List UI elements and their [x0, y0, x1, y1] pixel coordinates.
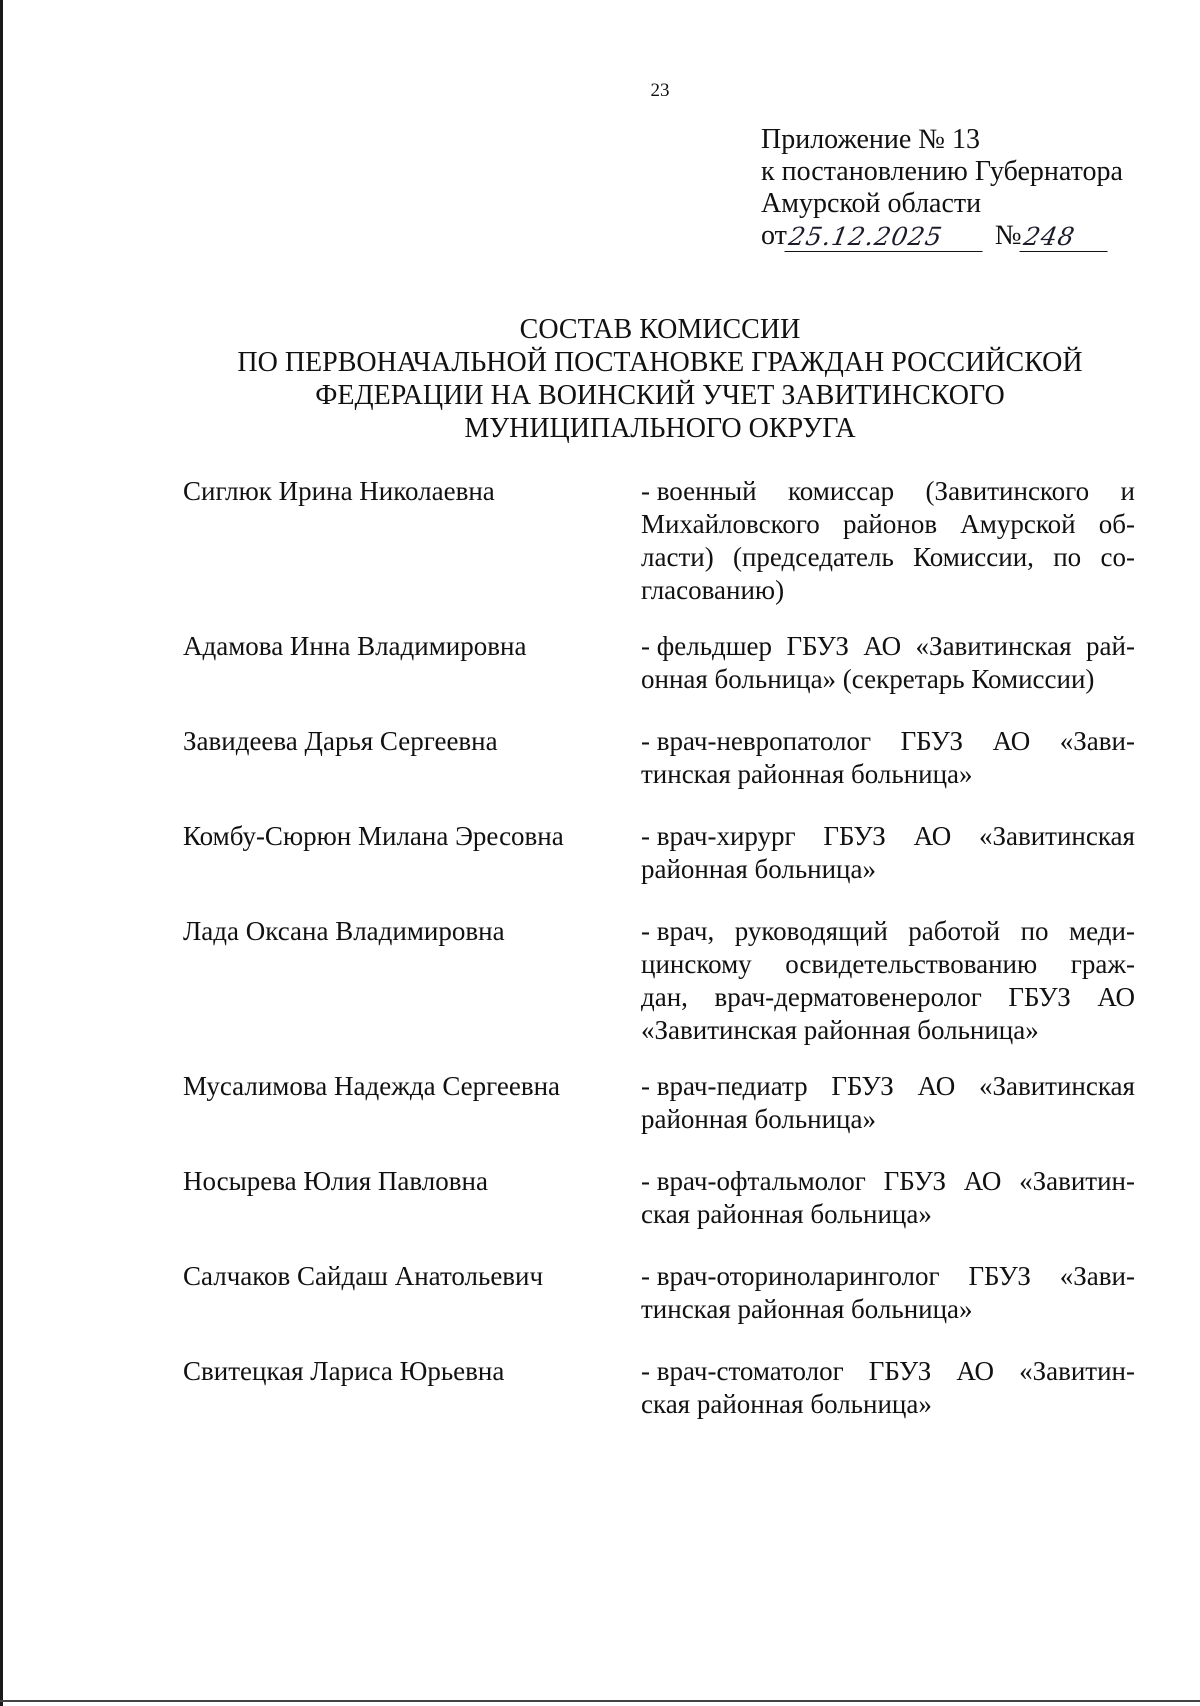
role-word: ГБУЗ: [868, 1356, 932, 1386]
member-name: Мусалимова Надежда Сергеевна: [183, 1071, 561, 1101]
appendix-date-line: [761, 220, 1123, 252]
member-role: [641, 475, 1135, 607]
role-word: - врач-невропатолог: [641, 726, 872, 756]
role-text: тинская районная больница»: [641, 1294, 973, 1324]
member-name: Адамова Инна Владимировна: [183, 631, 527, 661]
member-name: Носырева Юлия Павловна: [183, 1166, 488, 1196]
number-prefix: №: [994, 220, 1022, 251]
title-line-1: СОСТАВ КОМИССИИ: [519, 314, 801, 345]
member-role-line: [641, 541, 1135, 574]
role-word: «Завитин-: [1019, 1356, 1135, 1386]
role-word: ГБУЗ: [786, 631, 849, 661]
member-role: [641, 1070, 1135, 1136]
handwritten-number: 248: [1019, 223, 1112, 252]
role-word: - врач-стоматолог: [641, 1356, 844, 1386]
role-word: работой: [908, 916, 1001, 946]
role-text: районная больница»: [641, 854, 876, 884]
member-role-line: [641, 1165, 1135, 1198]
member-role-line: [641, 981, 1135, 1014]
member-role: [641, 630, 1135, 696]
member-role-line: [641, 1260, 1135, 1293]
appendix-block: [761, 124, 1123, 252]
role-word: ГБУЗ: [823, 821, 886, 851]
role-word: ласти): [641, 542, 714, 572]
member-role-line: [641, 1355, 1135, 1388]
role-word: «Завитинская: [978, 1071, 1135, 1101]
member-role-line: [641, 725, 1135, 758]
member-role: [641, 915, 1135, 1047]
member-role-line: [641, 574, 1135, 607]
appendix-line-1: Приложение № 13: [761, 124, 980, 155]
member-role: [641, 820, 1135, 886]
scan-edge-left: [0, 0, 3, 1706]
date-prefix: от: [761, 220, 787, 251]
member-role: [641, 1165, 1135, 1231]
role-word: районов: [842, 509, 938, 539]
role-word: ГБУЗ: [900, 726, 964, 756]
role-word: руководящий: [734, 916, 888, 946]
member-role-line: [641, 948, 1135, 981]
role-word: рай-: [1086, 631, 1135, 661]
member-role-line: [641, 1103, 1135, 1136]
role-word: - фельдшер: [641, 631, 773, 661]
role-word: Комиссии,: [913, 542, 1034, 572]
role-word: ГБУЗ: [883, 1166, 947, 1196]
role-word: Михайловского: [641, 509, 820, 539]
member-role-line: [641, 1198, 1135, 1231]
member-role: [641, 1260, 1135, 1326]
role-word: АО: [913, 821, 952, 851]
member-role-line: [641, 1388, 1135, 1421]
role-word: и: [1120, 476, 1135, 506]
page-number: 23: [650, 80, 670, 101]
role-word: по: [1053, 542, 1082, 572]
member-role-line: [641, 1070, 1135, 1103]
role-word: - врач-оториноларинголог: [641, 1261, 940, 1291]
role-word: - врач-педиатр: [641, 1071, 808, 1101]
member-role-line: [641, 508, 1135, 541]
role-word: по: [1020, 916, 1049, 946]
role-word: врач-дерматовенеролог: [714, 982, 982, 1012]
role-word: освидетельствованию: [785, 949, 1038, 979]
role-word: «Завитинская: [915, 631, 1072, 661]
member-name: Лада Оксана Владимировна: [183, 916, 505, 946]
role-word: об-: [1098, 509, 1135, 539]
role-word: «Зави-: [1059, 1261, 1135, 1291]
role-word: АО: [863, 631, 902, 661]
role-word: граж-: [1070, 949, 1135, 979]
role-word: дан,: [641, 982, 688, 1012]
role-text: ская районная больница»: [641, 1389, 932, 1419]
appendix-line-3: Амурской области: [761, 188, 982, 219]
role-word: «Завитинская: [978, 821, 1135, 851]
member-name: Завидеева Дарья Сергеевна: [183, 726, 498, 756]
member-role-line: [641, 915, 1135, 948]
role-word: ГБУЗ: [1008, 982, 1071, 1012]
role-text: «Завитинская районная больница»: [641, 1015, 1039, 1045]
role-word: Амурской: [960, 509, 1076, 539]
role-word: - врач-хирург: [641, 821, 796, 851]
member-name: Свитецкая Лариса Юрьевна: [183, 1356, 505, 1386]
role-word: - врач-офтальмолог: [641, 1166, 866, 1196]
role-word: АО: [992, 726, 1031, 756]
role-text: тинская районная больница»: [641, 759, 973, 789]
member-name: Комбу-Сюрюн Милана Эресовна: [183, 821, 564, 851]
handwritten-date: 25.12.2025: [784, 223, 987, 252]
member-role-line: [641, 758, 1135, 791]
member-role-line: [641, 630, 1135, 663]
role-word: (Завитинского: [925, 476, 1090, 506]
member-role: [641, 1355, 1135, 1421]
member-role-line: [641, 820, 1135, 853]
role-word: «Зави-: [1059, 726, 1135, 756]
role-text: районная больница»: [641, 1104, 876, 1134]
member-role-line: [641, 475, 1135, 508]
member-role-line: [641, 663, 1135, 696]
role-word: меди-: [1069, 916, 1135, 946]
role-word: ГБУЗ: [968, 1261, 1031, 1291]
appendix-line-2: к постановлению Губернатора: [761, 156, 1123, 187]
member-role-line: [641, 1014, 1135, 1047]
role-word: цинскому: [641, 949, 752, 979]
role-text: онная больница» (секретарь Комиссии): [641, 664, 1095, 694]
role-text: гласованию): [641, 575, 785, 605]
member-name: Салчаков Сайдаш Анатольевич: [183, 1261, 544, 1291]
member-name: Сиглюк Ирина Николаевна: [183, 476, 495, 506]
role-word: - военный: [641, 476, 757, 506]
role-word: ГБУЗ: [831, 1071, 894, 1101]
document-title: [0, 313, 1200, 445]
role-text: ская районная больница»: [641, 1199, 932, 1229]
member-role-line: [641, 853, 1135, 886]
role-word: АО: [956, 1356, 994, 1386]
member-role-line: [641, 1293, 1135, 1326]
role-word: комиссар: [788, 476, 895, 506]
role-word: «Завитин-: [1019, 1166, 1135, 1196]
title-line-4: МУНИЦИПАЛЬНОГО ОКРУГА: [464, 413, 856, 444]
role-word: АО: [963, 1166, 1002, 1196]
role-word: - врач,: [641, 916, 715, 946]
role-word: со-: [1100, 542, 1135, 572]
title-line-2: ПО ПЕРВОНАЧАЛЬНОЙ ПОСТАНОВКЕ ГРАЖДАН РОССИЙСКОЙ: [237, 347, 1083, 378]
role-word: АО: [1097, 982, 1135, 1012]
member-role: [641, 725, 1135, 791]
role-word: АО: [917, 1071, 956, 1101]
role-word: (председатель: [732, 542, 894, 572]
title-line-3: ФЕДЕРАЦИИ НА ВОИНСКИЙ УЧЕТ ЗАВИТИНСКОГО: [315, 380, 1005, 411]
scan-edge-bottom: [0, 1700, 1200, 1702]
